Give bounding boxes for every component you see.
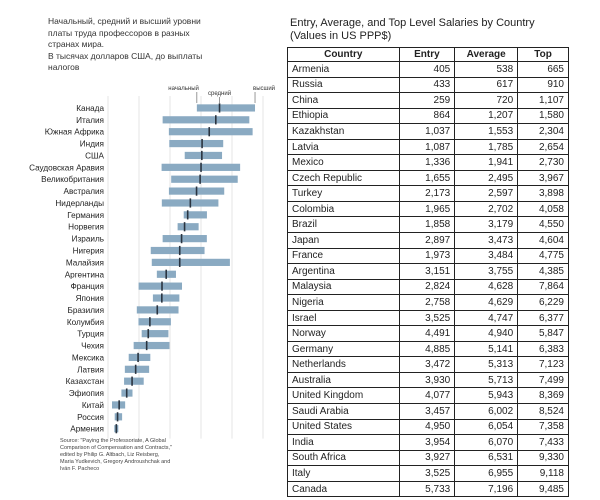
- value-cell: 1,973: [399, 248, 455, 264]
- country-cell: Canada: [288, 481, 400, 497]
- country-cell: France: [288, 248, 400, 264]
- value-cell: 4,950: [399, 419, 455, 435]
- value-cell: 6,383: [518, 341, 569, 357]
- source-line: Comparison of Compensation and Contracts,": [60, 445, 173, 451]
- table-row: [288, 419, 569, 435]
- legend-label: высший: [253, 85, 276, 92]
- median-mark: [156, 305, 158, 314]
- median-mark: [179, 258, 181, 267]
- value-cell: 3,525: [399, 466, 455, 482]
- median-mark: [131, 377, 133, 386]
- median-mark: [135, 365, 137, 374]
- value-cell: 4,077: [399, 388, 455, 404]
- country-cell: United Kingdom: [288, 388, 400, 404]
- range-bar: [124, 378, 144, 385]
- table-header-row: [288, 48, 569, 62]
- column-header: Country: [288, 48, 400, 62]
- value-cell: 4,491: [399, 326, 455, 342]
- value-cell: 1,941: [455, 155, 518, 171]
- chart-title-line: платы труда профессоров в разных: [48, 27, 190, 38]
- table-row: [288, 357, 569, 373]
- value-cell: 6,002: [455, 404, 518, 420]
- value-cell: 7,196: [455, 481, 518, 497]
- country-cell: Nigeria: [288, 295, 400, 311]
- value-cell: 3,930: [399, 372, 455, 388]
- value-cell: 617: [455, 77, 518, 93]
- value-cell: 7,123: [518, 357, 569, 373]
- median-mark: [199, 175, 201, 184]
- category-label: Израиль: [71, 234, 104, 244]
- table-row: [288, 279, 569, 295]
- category-label: Нигерия: [72, 246, 104, 256]
- value-cell: 6,531: [455, 450, 518, 466]
- value-cell: 3,484: [455, 248, 518, 264]
- source-line: Maria Yudkevich, Gregory Androushchak and: [60, 459, 171, 465]
- table-row: [288, 388, 569, 404]
- median-mark: [116, 424, 118, 433]
- value-cell: 6,070: [455, 435, 518, 451]
- median-mark: [187, 210, 189, 219]
- table-row: [288, 372, 569, 388]
- value-cell: 6,229: [518, 295, 569, 311]
- category-label: Бразилия: [67, 305, 104, 315]
- country-cell: Italy: [288, 466, 400, 482]
- category-label: Мексика: [71, 353, 104, 363]
- range-bar: [169, 128, 253, 135]
- chart-title-line: налогов: [48, 62, 80, 72]
- value-cell: 2,758: [399, 295, 455, 311]
- table-row: [288, 481, 569, 497]
- value-cell: 665: [518, 62, 569, 78]
- country-cell: Ethiopia: [288, 108, 400, 124]
- value-cell: 6,054: [455, 419, 518, 435]
- value-cell: 1,580: [518, 108, 569, 124]
- value-cell: 1,553: [455, 124, 518, 140]
- table-row: [288, 62, 569, 78]
- median-mark: [181, 234, 183, 243]
- median-mark: [117, 412, 119, 421]
- value-cell: 7,358: [518, 419, 569, 435]
- median-mark: [161, 293, 163, 302]
- value-cell: 3,473: [455, 233, 518, 249]
- median-mark: [126, 388, 128, 397]
- value-cell: 3,525: [399, 310, 455, 326]
- value-cell: 2,597: [455, 186, 518, 202]
- table-title: [290, 17, 535, 43]
- median-mark: [137, 353, 139, 362]
- value-cell: 6,377: [518, 310, 569, 326]
- range-bar: [129, 354, 151, 361]
- category-label: Колумбия: [66, 317, 104, 327]
- range-bar: [134, 342, 170, 349]
- table-row: [288, 186, 569, 202]
- category-label: Италия: [76, 115, 104, 125]
- value-cell: 4,747: [455, 310, 518, 326]
- country-cell: United States: [288, 419, 400, 435]
- range-bar: [185, 152, 222, 159]
- value-cell: 2,702: [455, 201, 518, 217]
- category-label: Южная Африка: [44, 127, 104, 137]
- category-label: Франция: [70, 282, 104, 292]
- value-cell: 4,604: [518, 233, 569, 249]
- category-label: Аргентина: [64, 270, 104, 280]
- table-row: [288, 435, 569, 451]
- value-cell: 1,785: [455, 139, 518, 155]
- value-cell: 9,118: [518, 466, 569, 482]
- value-cell: 538: [455, 62, 518, 78]
- country-cell: Brazil: [288, 217, 400, 233]
- median-mark: [196, 187, 198, 196]
- table-row: [288, 170, 569, 186]
- value-cell: 1,858: [399, 217, 455, 233]
- range-bar: [163, 235, 207, 242]
- table-row: [288, 217, 569, 233]
- value-cell: 4,385: [518, 264, 569, 280]
- range-bar: [142, 330, 169, 337]
- country-cell: Malaysia: [288, 279, 400, 295]
- median-mark: [208, 127, 210, 136]
- category-label: Нидерланды: [55, 198, 104, 208]
- category-label: Германия: [67, 210, 104, 220]
- table-row: [288, 77, 569, 93]
- country-cell: India: [288, 435, 400, 451]
- table-row: [288, 124, 569, 140]
- value-cell: 720: [455, 93, 518, 109]
- value-cell: 3,151: [399, 264, 455, 280]
- country-cell: Argentina: [288, 264, 400, 280]
- median-mark: [215, 115, 217, 124]
- value-cell: 910: [518, 77, 569, 93]
- range-bar: [153, 294, 179, 301]
- median-mark: [146, 341, 148, 350]
- chart-title-line: В тысячах долларов США, до выплаты: [48, 50, 203, 61]
- country-cell: Japan: [288, 233, 400, 249]
- source-note: [60, 438, 260, 473]
- legend-label: средний: [208, 90, 232, 97]
- value-cell: 1,965: [399, 201, 455, 217]
- legend-label: начальный: [168, 85, 199, 92]
- country-cell: Germany: [288, 341, 400, 357]
- table-body: [288, 62, 569, 497]
- median-mark: [165, 270, 167, 279]
- value-cell: 3,179: [455, 217, 518, 233]
- range-bar: [169, 140, 223, 147]
- category-label: Австралия: [63, 187, 104, 197]
- country-cell: Russia: [288, 77, 400, 93]
- median-mark: [161, 282, 163, 291]
- value-cell: 3,954: [399, 435, 455, 451]
- category-label: США: [85, 151, 104, 161]
- country-cell: China: [288, 93, 400, 109]
- median-mark: [118, 400, 120, 409]
- median-mark: [201, 151, 203, 160]
- country-cell: Saudi Arabia: [288, 404, 400, 420]
- value-cell: 2,495: [455, 170, 518, 186]
- country-cell: Turkey: [288, 186, 400, 202]
- value-cell: 4,940: [455, 326, 518, 342]
- value-cell: 5,713: [455, 372, 518, 388]
- country-cell: Israel: [288, 310, 400, 326]
- table-row: [288, 295, 569, 311]
- table-row: [288, 264, 569, 280]
- value-cell: 2,173: [399, 186, 455, 202]
- value-cell: 3,755: [455, 264, 518, 280]
- range-bar: [197, 104, 255, 111]
- country-cell: Australia: [288, 372, 400, 388]
- value-cell: 4,629: [455, 295, 518, 311]
- value-cell: 6,955: [455, 466, 518, 482]
- range-bar: [152, 259, 230, 266]
- value-cell: 259: [399, 93, 455, 109]
- value-cell: 4,885: [399, 341, 455, 357]
- value-cell: 1,107: [518, 93, 569, 109]
- value-cell: 7,864: [518, 279, 569, 295]
- source-line: edited by Philip G. Altbach, Liz Reisberg,: [60, 452, 160, 458]
- country-cell: South Africa: [288, 450, 400, 466]
- source-line: Iván F. Pacheco: [60, 466, 100, 472]
- value-cell: 2,897: [399, 233, 455, 249]
- table-row: [288, 155, 569, 171]
- value-cell: 8,524: [518, 404, 569, 420]
- category-label: Армения: [70, 424, 104, 434]
- table-row: [288, 341, 569, 357]
- table-title-line: Entry, Average, and Top Level Salaries by Country: [290, 17, 535, 29]
- value-cell: 3,472: [399, 357, 455, 373]
- value-cell: 7,433: [518, 435, 569, 451]
- country-cell: Armenia: [288, 62, 400, 78]
- category-label: Турция: [77, 329, 104, 339]
- column-header: Top: [518, 48, 569, 62]
- country-cell: Colombia: [288, 201, 400, 217]
- value-cell: 433: [399, 77, 455, 93]
- country-cell: Kazakhstan: [288, 124, 400, 140]
- country-cell: Latvia: [288, 139, 400, 155]
- country-cell: Norway: [288, 326, 400, 342]
- value-cell: 3,927: [399, 450, 455, 466]
- range-bar: [115, 413, 122, 420]
- value-cell: 1,336: [399, 155, 455, 171]
- salary-table: [287, 47, 569, 497]
- value-cell: 9,485: [518, 481, 569, 497]
- table-row: [288, 139, 569, 155]
- value-cell: 405: [399, 62, 455, 78]
- column-header: Entry: [399, 48, 455, 62]
- value-cell: 2,654: [518, 139, 569, 155]
- table-row: [288, 326, 569, 342]
- value-cell: 3,457: [399, 404, 455, 420]
- median-mark: [147, 329, 149, 338]
- range-bar: [151, 247, 205, 254]
- value-cell: 2,730: [518, 155, 569, 171]
- table-row: [288, 450, 569, 466]
- median-mark: [201, 139, 203, 148]
- range-bar: [138, 318, 170, 325]
- value-cell: 1,207: [455, 108, 518, 124]
- category-label: Индия: [79, 139, 104, 149]
- column-header: Average: [455, 48, 518, 62]
- range-bar: [163, 116, 250, 123]
- chart-title-line: странах мира.: [48, 39, 105, 49]
- range-bar: [125, 366, 149, 373]
- value-cell: 1,037: [399, 124, 455, 140]
- country-cell: Czech Republic: [288, 170, 400, 186]
- value-cell: 4,775: [518, 248, 569, 264]
- value-cell: 864: [399, 108, 455, 124]
- category-label: Эфиопия: [68, 389, 104, 399]
- value-cell: 4,628: [455, 279, 518, 295]
- country-cell: Mexico: [288, 155, 400, 171]
- value-cell: 9,330: [518, 450, 569, 466]
- value-cell: 3,898: [518, 186, 569, 202]
- value-cell: 1,655: [399, 170, 455, 186]
- median-mark: [200, 163, 202, 172]
- range-bar: [178, 223, 199, 230]
- category-label: Малайзия: [65, 258, 104, 268]
- median-mark: [149, 317, 151, 326]
- table-row: [288, 108, 569, 124]
- category-label: Чехия: [81, 341, 104, 351]
- chart-title-line: Начальный, средний и высший уровни: [48, 16, 201, 26]
- value-cell: 7,499: [518, 372, 569, 388]
- value-cell: 2,304: [518, 124, 569, 140]
- value-cell: 4,058: [518, 201, 569, 217]
- category-label: Великобритания: [41, 175, 104, 185]
- table-row: [288, 248, 569, 264]
- table-row: [288, 310, 569, 326]
- median-mark: [179, 246, 181, 255]
- value-cell: 2,824: [399, 279, 455, 295]
- value-cell: 5,847: [518, 326, 569, 342]
- value-cell: 5,733: [399, 481, 455, 497]
- table-row: [288, 233, 569, 249]
- median-mark: [219, 103, 221, 112]
- value-cell: 8,369: [518, 388, 569, 404]
- table-title-line: (Values in US PPP$): [290, 30, 392, 42]
- range-bar: [139, 283, 182, 290]
- category-label: Канада: [76, 103, 104, 113]
- table-row: [288, 93, 569, 109]
- value-cell: 4,550: [518, 217, 569, 233]
- table-row: [288, 201, 569, 217]
- country-cell: Netherlands: [288, 357, 400, 373]
- table-row: [288, 466, 569, 482]
- range-bar: [171, 176, 238, 183]
- median-mark: [184, 222, 186, 231]
- median-mark: [190, 198, 192, 207]
- value-cell: 1,087: [399, 139, 455, 155]
- category-label: Япония: [75, 294, 104, 304]
- value-cell: 5,313: [455, 357, 518, 373]
- category-label: Казахстан: [65, 377, 104, 387]
- table-row: [288, 404, 569, 420]
- category-label: Россия: [77, 412, 104, 422]
- value-cell: 5,943: [455, 388, 518, 404]
- value-cell: 5,141: [455, 341, 518, 357]
- value-cell: 3,967: [518, 170, 569, 186]
- salary-range-chart: [0, 0, 290, 440]
- category-label: Китай: [81, 400, 104, 410]
- category-label: Саудовская Аравия: [29, 163, 104, 173]
- category-label: Норвегия: [68, 222, 104, 232]
- category-label: Латвия: [77, 365, 104, 375]
- source-line: Source: "Paying the Professoriate, A Global: [60, 438, 166, 444]
